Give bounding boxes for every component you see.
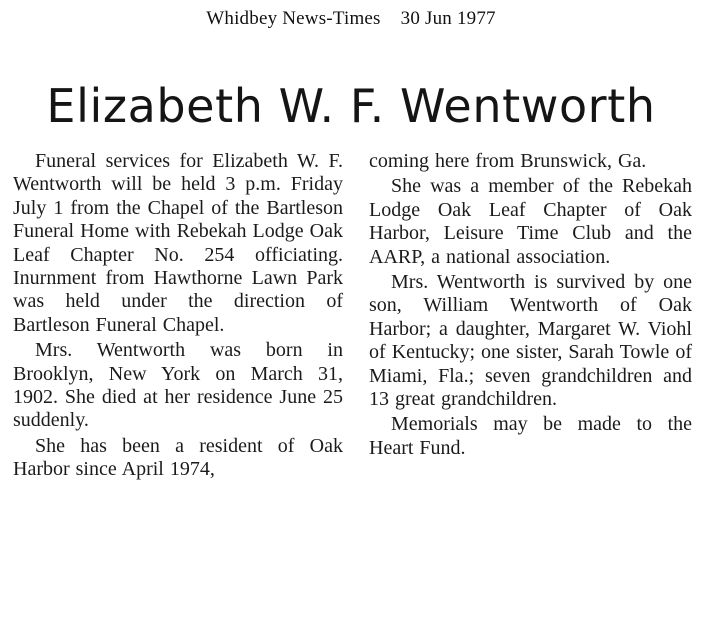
paragraph-residence-start: She has been a resident of Oak Harbor since April 1974, (13, 434, 343, 481)
article-column-right (369, 150, 692, 460)
newspaper-masthead (0, 8, 702, 30)
obituary-headline: Elizabeth W. F. Wentworth (46, 79, 656, 133)
newspaper-name: Whidbey News-Times (206, 8, 381, 29)
article-column-left (13, 150, 343, 482)
paragraph-birth-death: Mrs. Wentworth was born in Brooklyn, New York on March 31, 1902. She died at her residence June 25 suddenly. (13, 339, 343, 432)
paragraph-survivors: Mrs. Wentworth is survived by one son, William Wentworth of Oak Harbor; a daughter, Margaret W. Viohl of Kentucky; one sister, Sarah Towle of Miami, Fla.; seven grandchildren and 13 great grandchildren. (369, 271, 692, 411)
paragraph-memberships: She was a member of the Rebekah Lodge Oak Leaf Chapter of Oak Harbor, Leisure Time Club and the AARP, a national association. (369, 175, 692, 268)
paragraph-memorials: Memorials may be made to the Heart Fund. (369, 413, 692, 459)
publication-date: 30 Jun 1977 (400, 8, 496, 29)
paragraph-residence-continued: coming here from Brunswick, Ga. (369, 150, 647, 172)
paragraph-funeral-services: Funeral services for Elizabeth W. F. Wentworth will be held 3 p.m. Friday July 1 from the Chapel of the Bartleson Funeral Home with Rebekah Lodge Oak Leaf Chapter No. 254 officiating. Inurnment from Hawthorne Lawn Park was held under the direction of Bartleson Funeral Chapel. (13, 150, 343, 336)
